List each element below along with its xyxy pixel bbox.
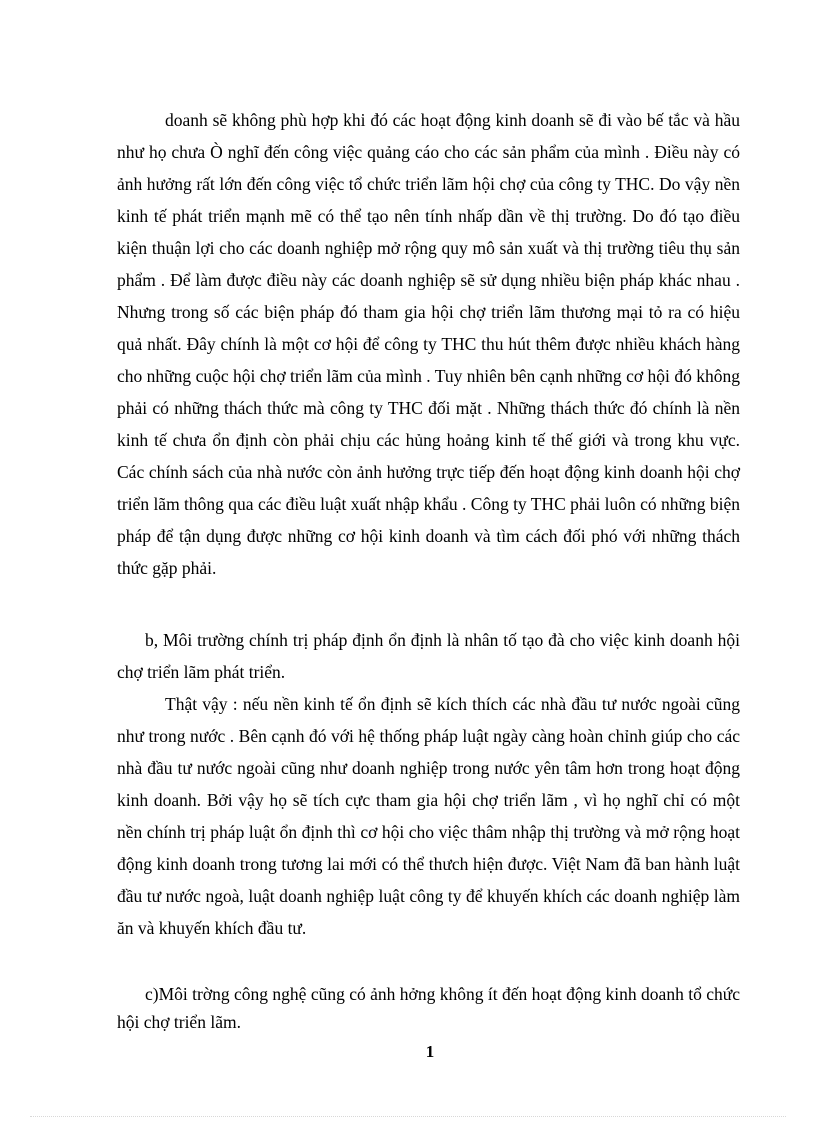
page-bottom-divider [30,1116,786,1117]
paragraph-political-heading: b, Môi trường chính trị pháp định ổn định là nhân tố tạo đà cho việc kinh doanh hội chợ triển lãm phát triển. [117,630,740,682]
paragraph-economic-environment: doanh sẽ không phù hợp khi đó các hoạt động kinh doanh sẽ đi vào bế tắc và hầu như họ chưa Ò nghĩ đến công việc quảng cáo cho các sản phẩm của mình . Điều này có ảnh hưởng rất lớn đến công việc tổ chức triển lãm hội chợ của công ty THC. Do vậy nền kinh tế phát triển mạnh mẽ có thể tạo nên tính nhấp dần về thị trường. Do đó tạo điều kiện thuận lợi cho các doanh nghiệp mở rộng quy mô sản xuất và thị trường tiêu thụ sản phẩm . Để làm được điều này các doanh nghiệp sẽ sử dụng nhiều biện pháp khác nhau . Nhưng trong số các biện pháp đó tham gia hội chợ triển lãm thương mại tỏ ra có hiệu quả nhất. Đây chính là một cơ hội để công ty THC thu hút thêm được nhiều khách hàng cho những cuộc hội chợ triển lãm của mình . Tuy nhiên bên cạnh những cơ hội đó không phải có những thách thức mà công ty THC đối mặt . Những thách thức đó chính là nền kinh tế chưa ổn định còn phải chịu các hủng hoảng kinh tế thế giới và trong khu vực. Các chính sách của nhà nước còn ảnh hưởng trực tiếp đến hoạt động kinh doanh hội chợ triển lãm thông qua các điều luật xuất nhập khẩu . Công ty THC phải luôn có những biện pháp để tận dụng được những cơ hội kinh doanh và tìm cách đối phó với những thách thức gặp phải. [117,110,740,578]
paragraph-technology-heading: c)Môi trờng công nghệ cũng có ảnh hởng không ít đến hoạt động kinh doanh tổ chức hội chợ triển lãm. [117,984,740,1032]
paragraph-political-body: Thật vậy : nếu nền kinh tế ổn định sẽ kích thích các nhà đầu tư nước ngoài cũng như trong nước . Bên cạnh đó với hệ thống pháp luật ngày càng hoàn chỉnh giúp cho các nhà đầu tư nước ngoài cũng như doanh nghiệp trong nước yên tâm hơn trong hoạt động kinh doanh. Bởi vậy họ sẽ tích cực tham gia hội chợ triển lãm , vì họ nghĩ chỉ có một nền chính trị pháp luật ổn định thì cơ hội cho việc thâm nhập thị trường và mở rộng hoạt động kinh doanh trong tương lai mới có thể thưch hiện được. Việt Nam đã ban hành luật đầu tư nước ngoà, luật doanh nghiệp luật công ty để khuyến khích các doanh nghiệp làm ăn và khuyến khích đầu tư. [117,694,740,938]
page-number: 1 [425,1042,435,1061]
